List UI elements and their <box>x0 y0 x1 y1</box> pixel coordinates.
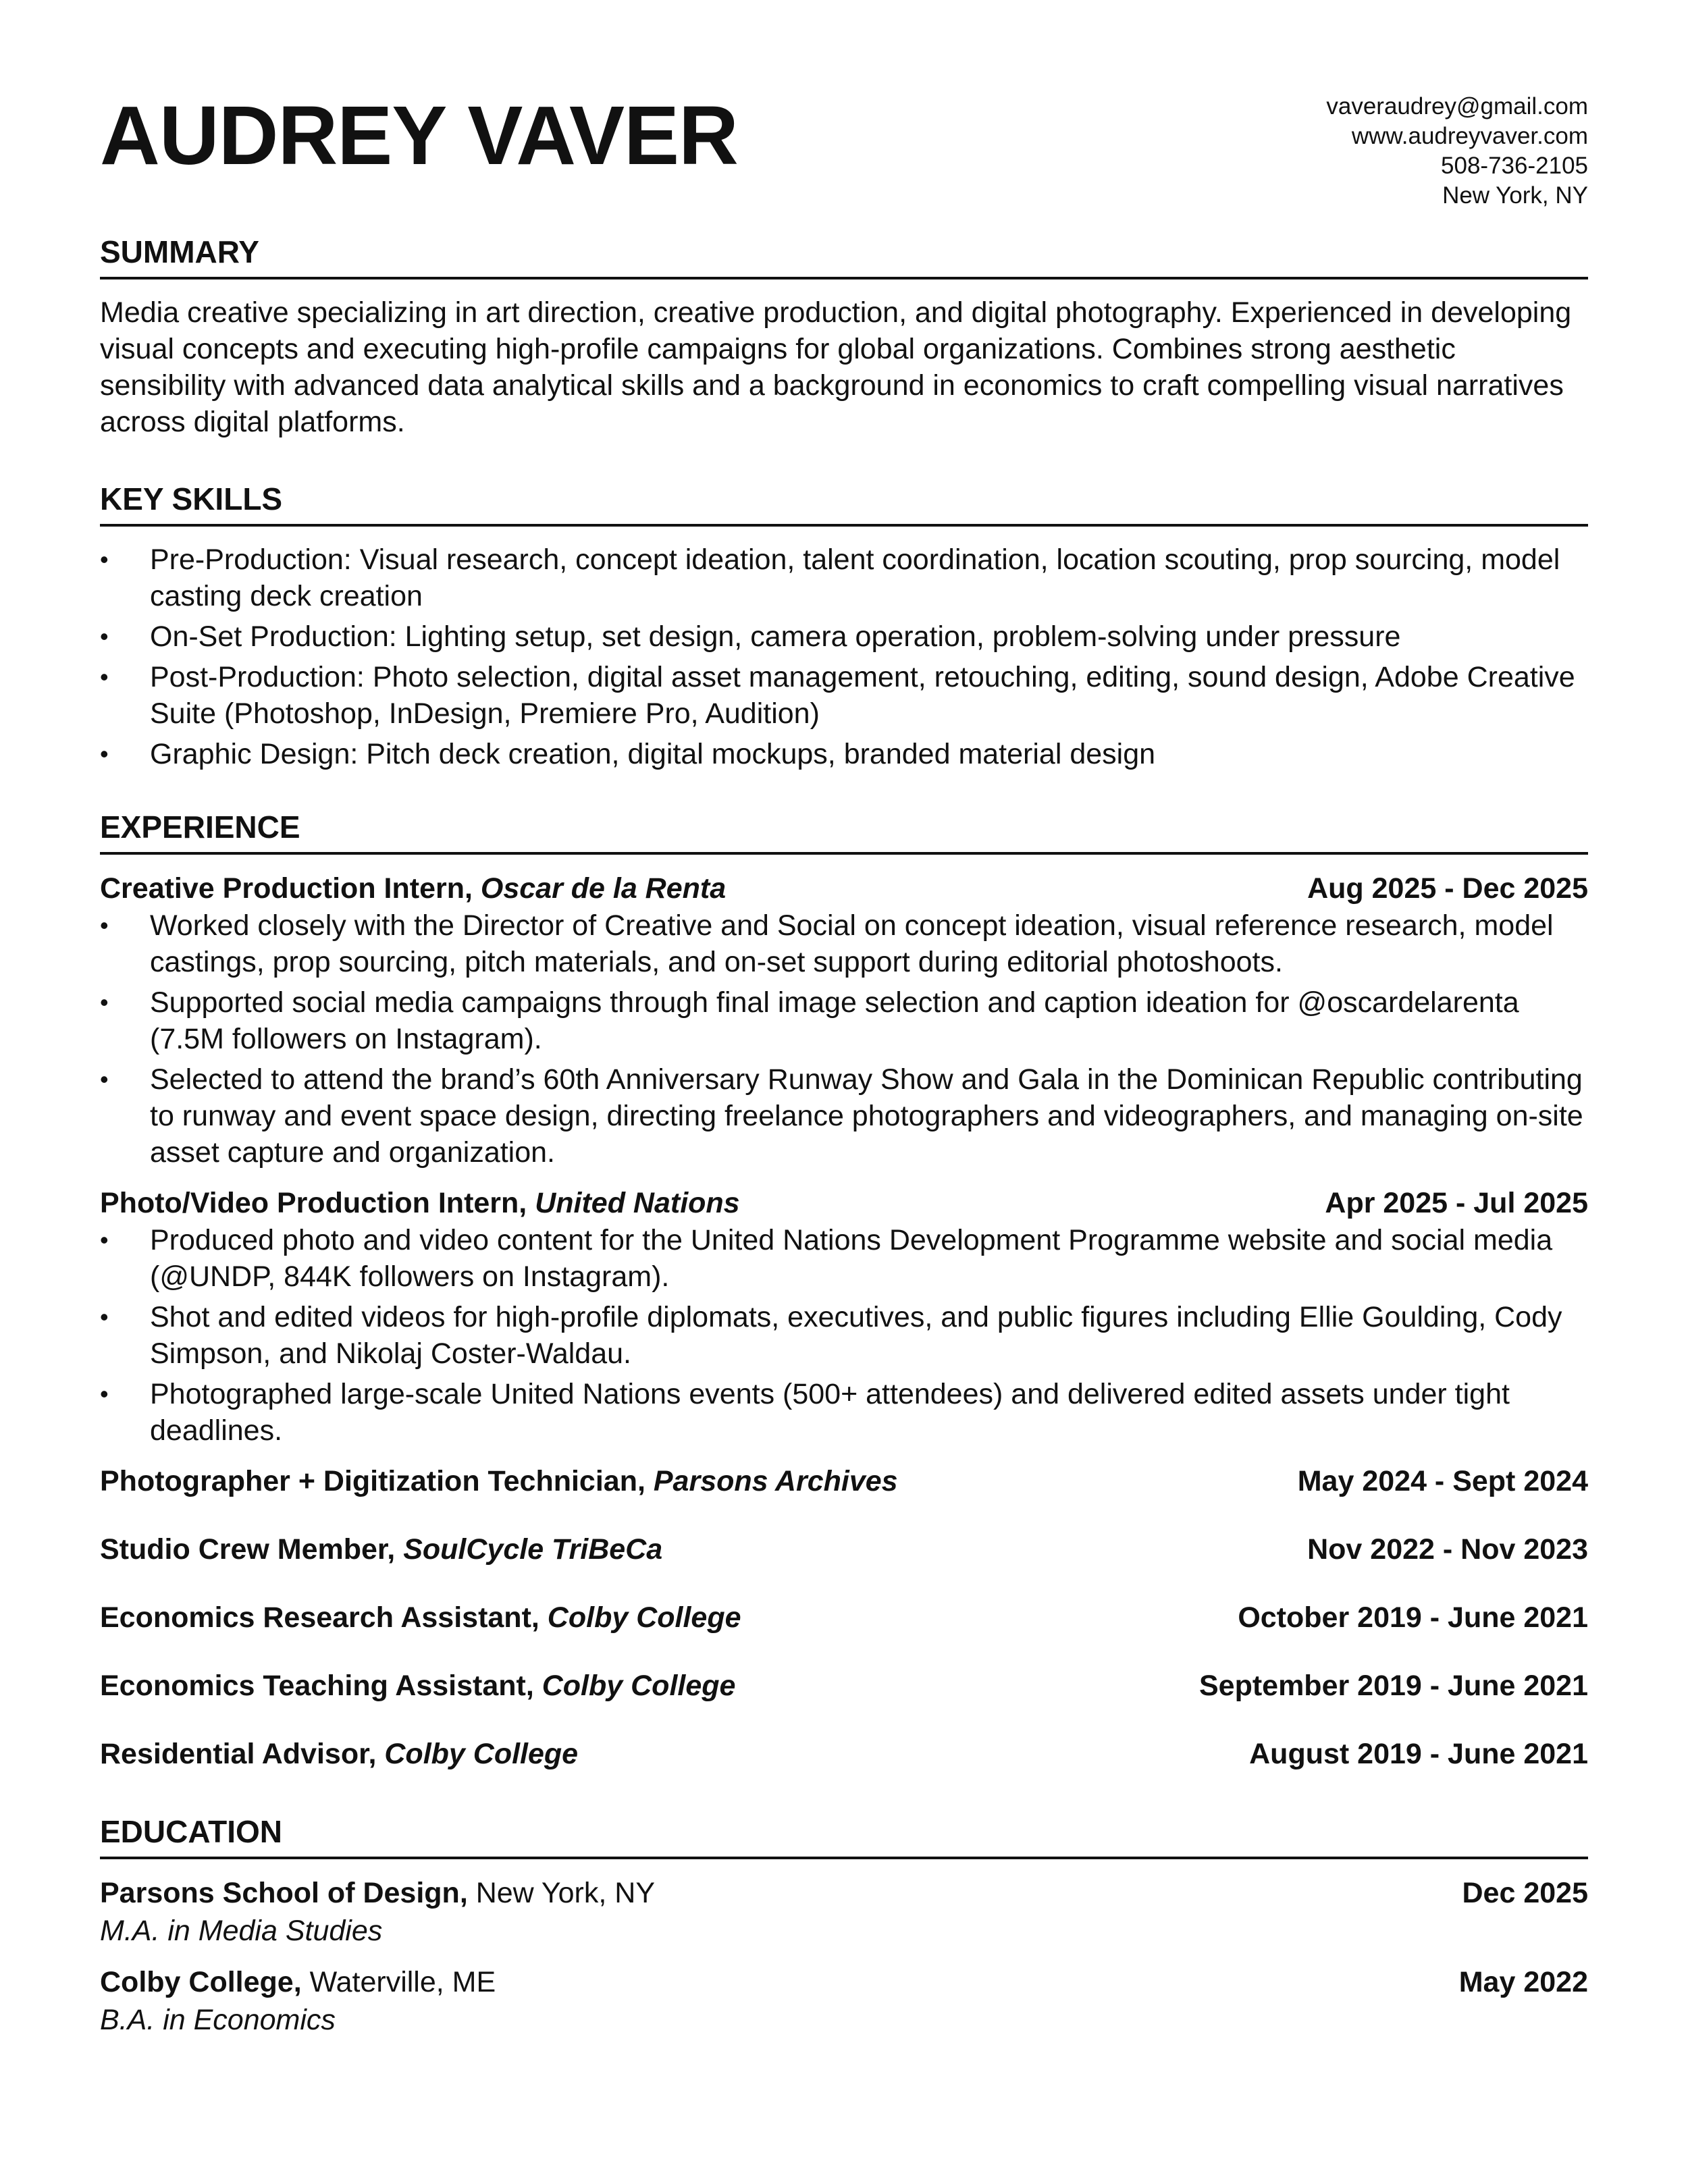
job-title: Residential Advisor, <box>100 1738 385 1770</box>
contact-phone: 508-736-2105 <box>1441 153 1588 179</box>
job-org: Colby College <box>542 1670 736 1702</box>
job-entry <box>100 1599 1588 1636</box>
job-dates: October 2019 - June 2021 <box>1238 1601 1588 1634</box>
job-dates: May 2024 - Sept 2024 <box>1297 1465 1588 1497</box>
job-bullet: • Selected to attend the brand’s 60th Anniversary Runway Show and Gala in the Dominican Republic contributing to runway and event space design, directing freelance photographers and videographers, and managing on-site asset capture and organization. <box>100 1061 1588 1171</box>
contact-location: New York, NY <box>1442 182 1588 209</box>
job-dates: Apr 2025 - Jul 2025 <box>1325 1187 1588 1219</box>
education-degree: M.A. in Media Studies <box>100 1915 383 1947</box>
job-title: Photo/Video Production Intern, <box>100 1187 535 1219</box>
education-header <box>100 1963 1588 2001</box>
job-title: Photographer + Digitization Technician, <box>100 1465 654 1497</box>
contact-email[interactable]: vaveraudrey@gmail.com <box>1326 93 1588 119</box>
job-role <box>100 870 726 907</box>
experience-section <box>100 811 1588 1773</box>
candidate-name: AUDREY VAVER <box>100 90 738 182</box>
school-name: Colby College, <box>100 1966 302 1998</box>
job-title: Studio Crew Member, <box>100 1533 404 1566</box>
summary-section <box>100 236 1588 440</box>
job-dates: September 2019 - June 2021 <box>1198 1670 1588 1702</box>
job-role <box>100 1462 898 1500</box>
resume-header <box>100 90 1588 236</box>
job-entry <box>100 1184 1588 1449</box>
job-entry <box>100 1735 1588 1773</box>
job-bullets <box>100 1222 1588 1449</box>
job-org: Parsons Archives <box>653 1465 898 1497</box>
skill-item: • On-Set Production: Lighting setup, set design, camera operation, problem-solving under pressure <box>100 618 1588 655</box>
job-bullets <box>100 907 1588 1171</box>
experience-heading: EXPERIENCE <box>100 811 1588 855</box>
education-degree: B.A. in Economics <box>100 2004 336 2036</box>
skill-item: • Post-Production: Photo selection, digital asset management, retouching, editing, sound design, Adobe Creative Suite (Photoshop, InDesign, Premiere Pro, Audition) <box>100 659 1588 732</box>
job-header <box>100 870 1588 907</box>
job-entry <box>100 1530 1588 1568</box>
job-org: Colby College <box>384 1738 579 1770</box>
summary-heading: SUMMARY <box>100 236 1588 279</box>
job-dates: August 2019 - June 2021 <box>1249 1738 1588 1770</box>
education-entry <box>100 1963 1588 2039</box>
job-org: United Nations <box>535 1187 740 1219</box>
job-header <box>100 1184 1588 1222</box>
job-bullet: • Produced photo and video content for the United Nations Development Programme website and social media (@UNDP, 844K followers on Instagram). <box>100 1222 1588 1295</box>
education-school-line <box>100 1963 496 2001</box>
job-entry <box>100 870 1588 1171</box>
education-header <box>100 1874 1588 1912</box>
school-name: Parsons School of Design, <box>100 1877 468 1909</box>
school-location: Waterville, ME <box>301 1966 496 1998</box>
job-title: Economics Research Assistant, <box>100 1601 548 1634</box>
skill-item: • Pre-Production: Visual research, concept ideation, talent coordination, location scouting, prop sourcing, model casting deck creation <box>100 541 1588 614</box>
job-role <box>100 1184 740 1222</box>
skills-list <box>100 541 1588 772</box>
job-dates: Aug 2025 - Dec 2025 <box>1307 872 1588 905</box>
education-school-line <box>100 1874 655 1912</box>
job-role <box>100 1735 578 1773</box>
job-role <box>100 1530 662 1568</box>
job-role <box>100 1667 735 1705</box>
job-org: Colby College <box>547 1601 741 1634</box>
summary-text: Media creative specializing in art direction, creative production, and digital photography. Experienced in developing visual concepts and executing high-profile campaigns for global organizations. Combines strong aesthetic sensibility with advanced data analytical skills and a background in economics to craft compelling visual narratives across digital platforms. <box>100 296 1572 438</box>
education-date: Dec 2025 <box>1462 1877 1588 1909</box>
education-entry <box>100 1874 1588 1950</box>
contact-website[interactable]: www.audreyvaver.com <box>1351 123 1588 149</box>
job-org: Oscar de la Renta <box>480 872 727 905</box>
job-title: Creative Production Intern, <box>100 872 481 905</box>
skill-item: • Graphic Design: Pitch deck creation, digital mockups, branded material design <box>100 736 1588 772</box>
job-dates: Nov 2022 - Nov 2023 <box>1307 1533 1588 1566</box>
job-entry <box>100 1667 1588 1705</box>
skills-section <box>100 483 1588 772</box>
education-date: May 2022 <box>1458 1966 1588 1998</box>
education-section <box>100 1816 1588 2039</box>
job-entry <box>100 1462 1588 1500</box>
job-bullet: • Supported social media campaigns through final image selection and caption ideation for @oscardelarenta (7.5M followers on Instagram). <box>100 984 1588 1057</box>
job-bullet: • Worked closely with the Director of Creative and Social on concept ideation, visual reference research, model castings, prop sourcing, pitch materials, and on-set support during editorial photoshoots. <box>100 907 1588 980</box>
education-heading: EDUCATION <box>100 1816 1588 1859</box>
skills-heading: KEY SKILLS <box>100 483 1588 527</box>
job-role <box>100 1599 741 1636</box>
school-location: New York, NY <box>467 1877 655 1909</box>
job-title: Economics Teaching Assistant, <box>100 1670 542 1702</box>
contact-info <box>1326 92 1588 211</box>
job-org: SoulCycle TriBeCa <box>403 1533 663 1566</box>
job-bullet: • Shot and edited videos for high-profile diplomats, executives, and public figures including Ellie Goulding, Cody Simpson, and Nikolaj Coster-Waldau. <box>100 1299 1588 1372</box>
job-bullet: • Photographed large-scale United Nations events (500+ attendees) and delivered edited assets under tight deadlines. <box>100 1376 1588 1449</box>
